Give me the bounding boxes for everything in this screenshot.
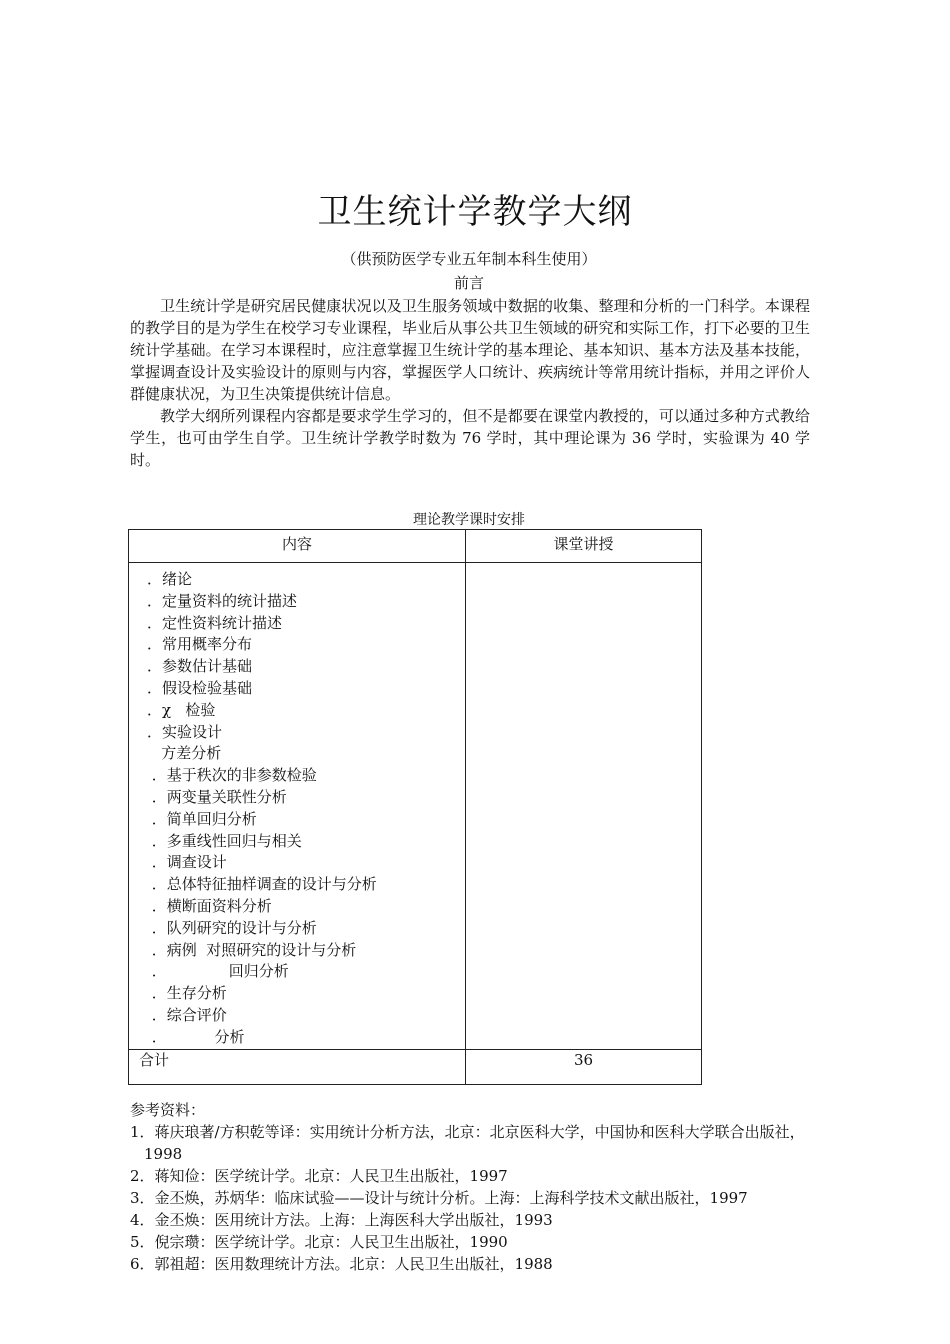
reference-item: 6．郭祖超：医用数理统计方法。北京：人民卫生出版社，1988: [130, 1255, 553, 1273]
schedule-table: [128, 529, 702, 1085]
total-hours: 36: [466, 1049, 702, 1084]
topic-item: ．调查设计: [147, 853, 227, 872]
reference-item: 5．倪宗瓒：医学统计学。北京：人民卫生出版社，1990: [130, 1233, 508, 1251]
header-content: 内容: [129, 530, 466, 563]
topic-list: [129, 567, 465, 1049]
reference-item: 4．金丕焕：医用统计方法。上海：上海医科大学出版社，1993: [130, 1211, 553, 1229]
topic-item: ．病例 对照研究的设计与分析: [147, 940, 357, 959]
topic-item: ．两变量关联性分析: [147, 787, 287, 806]
schedule-header-row: [129, 530, 702, 563]
topic-item: ．横断面资料分析: [147, 896, 272, 915]
document-title: 卫生统计学教学大纲: [317, 192, 633, 232]
topic-item: ．总体特征抽样调查的设计与分析: [147, 875, 377, 894]
topic-item: ．参数估计基础: [147, 657, 253, 676]
topic-item: ． 分析: [147, 1027, 245, 1046]
topic-item: ．多重线性回归与相关: [147, 831, 302, 850]
header-lecture-hours: 课堂讲授: [466, 530, 702, 563]
references-list: [130, 1121, 820, 1275]
reference-item: 1．蒋庆琅著/方积乾等译：实用统计分析方法，北京：北京医科大学，中国协和医科大学联合出版社，1998: [130, 1123, 805, 1163]
reference-item: 2．蒋知俭：医学统计学。北京：人民卫生出版社，1997: [130, 1167, 508, 1185]
preface-paragraph-1: 卫生统计学是研究居民健康状况以及卫生服务领域中数据的收集、整理和分析的一门科学。本课程的教学目的是为学生在校学习专业课程，毕业后从事公共卫生领域的研究和实际工作，打下必要的卫生统计学基础。在学习本课程时，应注意掌握卫生统计学的基本理论、基本知识、基本方法及基本技能，掌握调查设计及实验设计的原则与内容，掌握医学人口统计、疾病统计等常用统计指标，并用之评价人群健康状况，为卫生决策提供统计信息。: [130, 297, 810, 403]
schedule-table-caption: 理论教学课时安排: [413, 512, 525, 528]
topic-item: ．χ 检验: [147, 700, 216, 719]
topic-item: ．定性资料统计描述: [147, 613, 283, 632]
topic-item: ．生存分析: [147, 984, 227, 1003]
topic-item: ．基于秩次的非参数检验: [147, 766, 317, 785]
references-heading: 参考资料：: [130, 1101, 206, 1119]
topic-item: ．实验设计: [147, 722, 223, 741]
topic-item: ．简单回归分析: [147, 809, 257, 828]
preface-paragraph-2: 教学大纲所列课程内容都是要求学生学习的，但不是都要在课堂内教授的，可以通过多种方式教给学生，也可由学生自学。卫生统计学教学时数为 76 学时，其中理论课为 36 学时，实验课为 40 学时。: [130, 407, 810, 469]
topics-cell: [129, 563, 466, 1050]
document-subtitle: （供预防医学专业五年制本科生使用）: [341, 250, 597, 268]
total-label: 合计: [129, 1049, 466, 1084]
preface-heading: 前言: [453, 274, 484, 292]
reference-item: 3．金丕焕，苏炳华：临床试验——设计与统计分析。上海：上海科学技术文献出版社，1997: [130, 1189, 748, 1207]
lecture-hours-cell: [466, 563, 702, 1050]
topic-item: ．绪论: [147, 570, 193, 588]
topic-item: ．常用概率分布: [147, 635, 253, 654]
topic-item: ．定量资料的统计描述: [147, 591, 298, 610]
topic-item: ． 回归分析: [147, 962, 289, 981]
preface-body: [130, 295, 810, 471]
topic-item: ．假设检验基础: [147, 678, 253, 697]
topic-item: ．综合评价: [147, 1005, 227, 1024]
references-section: [130, 1099, 820, 1275]
topics-row: [129, 563, 702, 1050]
topic-item: 方差分析: [147, 744, 222, 763]
total-row: [129, 1049, 702, 1084]
topic-item: ．队列研究的设计与分析: [147, 918, 317, 937]
